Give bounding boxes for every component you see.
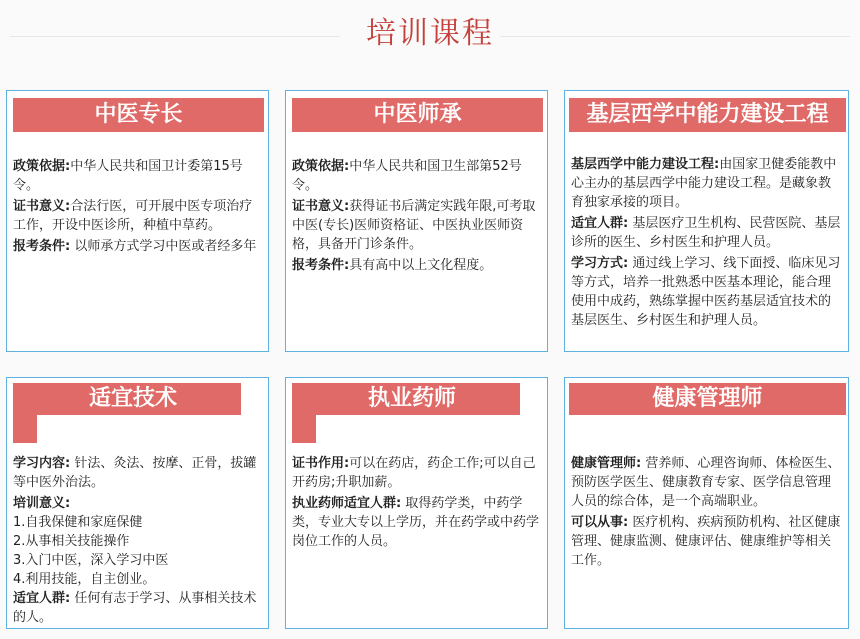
card-item: 报考条件: 以师承方式学习中医或者经多年 bbox=[13, 239, 257, 254]
card-body bbox=[13, 454, 262, 629]
card-item: 适宜人群: 任何有志于学习、从事相关技术的人。 bbox=[13, 591, 257, 625]
course-card-appropriate-tech[interactable] bbox=[6, 377, 269, 629]
card-body bbox=[571, 155, 842, 332]
card-item: 学习内容: 针法、灸法、按摩、正骨，拔罐等中医外治法。 bbox=[13, 456, 257, 490]
card-item: 可以从事: 医疗机构、疾病预防机构、社区健康管理、健康监测、健康评估、健康维护等相关工作。 bbox=[571, 515, 841, 568]
course-card-western-learn-tcm[interactable] bbox=[564, 90, 849, 352]
card-item: 1.自我保健和家庭保健 bbox=[13, 515, 143, 530]
course-card-tcm-specialty[interactable] bbox=[6, 90, 269, 352]
card-title: 适宜技术 bbox=[25, 383, 241, 415]
card-item: 执业药师适宜人群: 取得药学类，中药学类，专业大专以上学历，并在药学或中药学岗位工作的人员。 bbox=[292, 496, 540, 549]
section-header bbox=[0, 0, 860, 80]
course-card-health-manager[interactable] bbox=[564, 377, 849, 629]
card-item: 政策依据:中华人民共和国卫生部第52号令。 bbox=[292, 159, 522, 193]
card-item: 健康管理师: 营养师、心理咨询师、体检医生、预防医学医生、健康教育专家、医学信息管理人员的综合体，是一个高端职业。 bbox=[571, 456, 841, 509]
card-item: 证书作用:可以在药店，药企工作;可以自己开药房;升职加薪。 bbox=[292, 456, 536, 490]
card-body bbox=[571, 454, 842, 572]
header-divider-right bbox=[500, 36, 850, 37]
card-item: 报考条件:具有高中以上文化程度。 bbox=[292, 258, 493, 273]
card-item: 证书意义:合法行医，可开展中医专项治疗工作，开设中医诊所，种植中草药。 bbox=[13, 199, 253, 233]
card-item: 2.从事相关技能操作 bbox=[13, 534, 130, 549]
page-title: 培训课程 bbox=[366, 16, 494, 51]
card-item: 4.利用技能，自主创业。 bbox=[13, 572, 156, 587]
card-title: 基层西学中能力建设工程 bbox=[569, 98, 846, 132]
card-title: 中医师承 bbox=[292, 98, 543, 132]
card-body bbox=[292, 157, 541, 277]
card-item: 证书意义:获得证书后满定实践年限,可考取中医(专长)医师资格证、中医执业医师资格，具备开门诊条件。 bbox=[292, 199, 536, 252]
card-title: 执业药师 bbox=[304, 383, 520, 415]
card-title: 健康管理师 bbox=[569, 383, 846, 415]
card-item: 基层西学中能力建设工程:由国家卫健委能教中心主办的基层西学中能力建设工程。是藏象教育独家承接的项目。 bbox=[571, 157, 837, 210]
card-item: 政策依据:中华人民共和国卫计委第15号令。 bbox=[13, 159, 243, 193]
card-item: 适宜人群: 基层医疗卫生机构、民营医院、基层诊所的医生、乡村医生和护理人员。 bbox=[571, 216, 841, 250]
card-body bbox=[292, 454, 541, 553]
card-item: 3.入门中医，深入学习中医 bbox=[13, 553, 169, 568]
course-card-tcm-apprentice[interactable] bbox=[285, 90, 548, 352]
card-title: 中医专长 bbox=[13, 98, 264, 132]
card-body bbox=[13, 157, 262, 258]
course-card-licensed-pharmacist[interactable] bbox=[285, 377, 548, 629]
card-item: 培训意义: bbox=[13, 496, 71, 511]
card-item: 学习方式: 通过线上学习、线下面授、临床见习等方式，培养一批熟悉中医基本理论，能合理使用中成药，熟练掌握中医药基层适宜技术的基层医生、乡村医生和护理人员。 bbox=[571, 256, 841, 328]
